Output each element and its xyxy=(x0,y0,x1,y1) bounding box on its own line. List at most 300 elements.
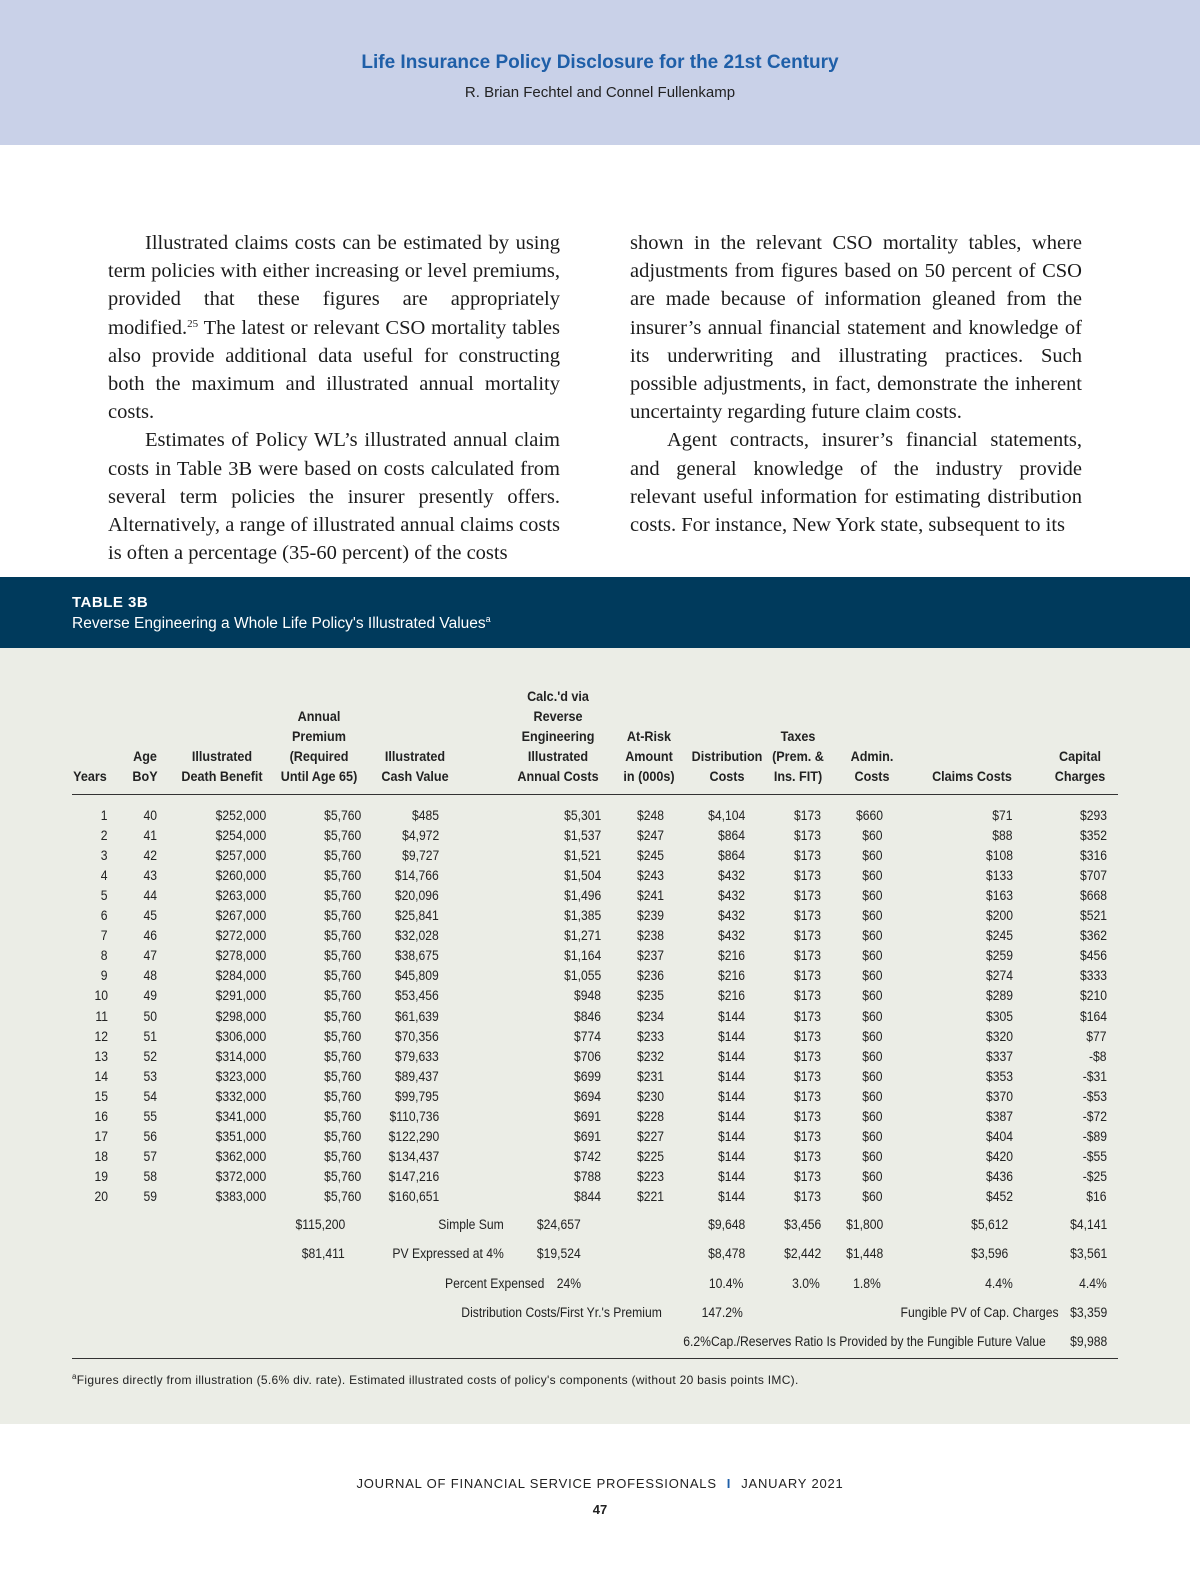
body-column-right xyxy=(630,229,1082,539)
table-cell: 44 xyxy=(143,888,157,904)
table-cell: -$25 xyxy=(1082,1168,1107,1184)
table-cell: $252,000 xyxy=(215,808,266,823)
table-cell: $173 xyxy=(793,1128,821,1144)
table-cell: $298,000 xyxy=(215,1008,266,1024)
summary-cell: $3,596 xyxy=(970,1246,1008,1261)
table-cell: $320 xyxy=(985,1028,1013,1044)
table-cell: $60 xyxy=(862,948,883,964)
table-cell: $5,760 xyxy=(323,1048,361,1064)
table-cell: $173 xyxy=(793,908,821,924)
table-cell: $200 xyxy=(985,908,1013,924)
table-cell: $238 xyxy=(636,928,664,944)
table-cell: 7 xyxy=(101,928,108,944)
table-header-cell: in (000s) xyxy=(623,768,675,784)
table-cell: $5,760 xyxy=(323,1128,361,1144)
page-footer xyxy=(0,1476,1200,1491)
table-cell: $144 xyxy=(717,1088,745,1104)
table-cell: $225 xyxy=(636,1148,664,1164)
table-cell: $844 xyxy=(573,1188,601,1204)
table-cell: $699 xyxy=(573,1068,601,1084)
summary-cell: $1,800 xyxy=(845,1217,883,1232)
summary-cell: 3.0% xyxy=(792,1276,820,1291)
table-cell: $60 xyxy=(862,1168,883,1184)
table-header-cell: Reverse xyxy=(533,708,583,724)
table-cell: $333 xyxy=(1079,968,1107,984)
table-cell: $362,000 xyxy=(215,1148,266,1164)
table-cell: $60 xyxy=(862,868,883,884)
summary-label: Simple Sum xyxy=(438,1217,504,1232)
table-cell: 5 xyxy=(101,888,108,904)
table-cell: $144 xyxy=(717,1168,745,1184)
table-cell: $122,290 xyxy=(388,1128,439,1144)
table-cell: $5,760 xyxy=(323,868,361,884)
table-cell: $362 xyxy=(1079,928,1107,944)
table-cell: 54 xyxy=(143,1088,157,1104)
table-label: TABLE 3B xyxy=(72,594,149,611)
summary-cell: 4.4% xyxy=(1079,1276,1107,1291)
table-cell: $14,766 xyxy=(395,868,439,884)
table-cell: $260,000 xyxy=(215,868,266,884)
table-cell: $432 xyxy=(717,888,745,904)
table-header-cell: Admin. xyxy=(850,748,894,764)
table-cell: $846 xyxy=(573,1008,601,1024)
table-cell: $60 xyxy=(862,968,883,984)
table-cell: $99,795 xyxy=(395,1088,439,1104)
table-cell: $32,028 xyxy=(395,928,439,944)
table-cell: 43 xyxy=(143,868,157,884)
table-cell: $144 xyxy=(717,1028,745,1044)
table-cell: $144 xyxy=(717,1008,745,1024)
table-cell: $234 xyxy=(636,1008,664,1024)
table-cell: $259 xyxy=(985,948,1013,964)
table-header-cell: At-Risk xyxy=(626,728,672,744)
summary-cell: $9,648 xyxy=(707,1217,745,1232)
table-cell: $89,437 xyxy=(395,1068,439,1084)
table-cell: $316 xyxy=(1079,848,1107,864)
table-cell: 40 xyxy=(143,808,157,823)
table-footnote: $^a$Figures directly from illustration (5.6% div. rate). Estimated illustrated costs of policy's components (without 20 basis points IMC). xyxy=(72,1372,799,1387)
table-cell: $60 xyxy=(862,888,883,904)
table-cell: $230 xyxy=(636,1088,664,1104)
summary-label: Fungible PV of Cap. Charges xyxy=(900,1305,1059,1320)
table-cell: $60 xyxy=(862,1128,883,1144)
table-cell: $387 xyxy=(985,1108,1013,1124)
table-header-cell: Claims Costs xyxy=(932,768,1012,784)
table-cell: 18 xyxy=(94,1148,108,1164)
table-rule xyxy=(72,794,1118,795)
table-cell: $173 xyxy=(793,808,821,823)
table-cell: 3 xyxy=(101,848,108,864)
table-cell: $314,000 xyxy=(215,1048,266,1064)
table-header-cell: Until Age 65) xyxy=(280,768,358,784)
table-cell: $144 xyxy=(717,1128,745,1144)
table-cell: $38,675 xyxy=(395,948,439,964)
table-cell: $235 xyxy=(636,988,664,1004)
table-cell: $4,972 xyxy=(401,828,439,844)
summary-cell: 147.2% xyxy=(701,1305,743,1320)
table-cell: $456 xyxy=(1079,948,1107,964)
table-cell: $284,000 xyxy=(215,968,266,984)
table-cell: 16 xyxy=(94,1108,108,1124)
table-cell: $228 xyxy=(636,1108,664,1124)
table-cell: $306,000 xyxy=(215,1028,266,1044)
summary-cell: $24,657 xyxy=(537,1217,581,1232)
summary-cell: $5,612 xyxy=(970,1217,1008,1232)
body-paragraph: Estimates of Policy WL’s illustrated annual claim costs in Table 3B were based on costs calculated from several term policies the insurer presently offers. Alternatively, a range of illustrated annual claims costs is often a percentage (35-60 percent) of the costs xyxy=(108,429,560,565)
table-cell: $60 xyxy=(862,1188,883,1204)
table-cell: $223 xyxy=(636,1168,664,1184)
table-cell: $60 xyxy=(862,1028,883,1044)
table-cell: $110,736 xyxy=(389,1108,439,1124)
footer-separator: I xyxy=(726,1476,732,1491)
table-cell: 55 xyxy=(143,1108,157,1124)
table-cell: $9,727 xyxy=(401,848,439,864)
table-cell: -$31 xyxy=(1082,1068,1107,1084)
table-cell: $5,760 xyxy=(323,968,361,984)
table-header-cell: Distribution xyxy=(691,748,763,764)
summary-cell: $9,988 xyxy=(1069,1334,1107,1349)
table-cell: $241 xyxy=(636,888,664,904)
table-cell: $5,760 xyxy=(323,948,361,964)
article-authors: R. Brian Fechtel and Connel Fullenkamp xyxy=(464,84,736,101)
table-cell: $5,760 xyxy=(323,1068,361,1084)
table-cell: $173 xyxy=(793,1168,821,1184)
table-cell: $227 xyxy=(636,1128,664,1144)
table-cell: $293 xyxy=(1079,808,1107,823)
table-cell: $247 xyxy=(636,828,664,844)
table-cell: $1,055 xyxy=(563,968,601,984)
table-cell: $668 xyxy=(1079,888,1107,904)
table-cell: $20,096 xyxy=(395,888,439,904)
table-cell: $1,496 xyxy=(563,888,601,904)
table-cell: $163 xyxy=(985,888,1013,904)
table-header-cell: Illustrated xyxy=(191,748,253,764)
summary-label: Percent Expensed xyxy=(444,1276,544,1291)
table-cell: 13 xyxy=(94,1048,108,1064)
table-cell: $5,760 xyxy=(323,1008,361,1024)
table-cell: 52 xyxy=(143,1048,157,1064)
table-header-cell: Engineering xyxy=(521,728,595,744)
table-cell: $173 xyxy=(793,948,821,964)
table-cell: $77 xyxy=(1086,1028,1107,1044)
table-cell: $60 xyxy=(862,908,883,924)
summary-label: PV Expressed at 4% xyxy=(392,1246,504,1261)
table-cell: $774 xyxy=(573,1028,601,1044)
table-cell: $706 xyxy=(573,1048,601,1064)
summary-cell: $3,561 xyxy=(1069,1246,1107,1261)
table-body xyxy=(0,648,1190,1424)
table-cell: $5,760 xyxy=(323,848,361,864)
table-cell: $278,000 xyxy=(215,948,266,964)
article-title: Life Insurance Policy Disclosure for the 21st Century xyxy=(361,52,839,73)
summary-cell: 10.4% xyxy=(708,1276,743,1291)
table-cell: $370 xyxy=(985,1088,1013,1104)
table-cell: $45,809 xyxy=(395,968,439,984)
table-cell: $173 xyxy=(793,868,821,884)
page-number: 47 xyxy=(592,1502,608,1517)
table-cell: $5,760 xyxy=(323,1088,361,1104)
table-cell: $60 xyxy=(862,828,883,844)
table-cell: $267,000 xyxy=(215,908,266,924)
summary-cell: $3,359 xyxy=(1069,1305,1107,1320)
table-header-cell: (Required xyxy=(289,748,349,764)
table-cell: $305 xyxy=(985,1008,1013,1024)
page-header xyxy=(0,0,1200,145)
table-header-cell: BoY xyxy=(132,768,158,784)
table-cell: $25,841 xyxy=(395,908,439,924)
table-cell: $5,760 xyxy=(323,808,361,823)
table-cell: $133 xyxy=(985,868,1013,884)
table-cell: $88 xyxy=(992,828,1013,844)
table-cell: $173 xyxy=(793,988,821,1004)
table-header-cell: Years xyxy=(73,768,107,784)
table-cell: 6 xyxy=(101,908,108,924)
table-cell: $404 xyxy=(985,1128,1013,1144)
table-cell: $70,356 xyxy=(395,1028,439,1044)
table-cell: $691 xyxy=(573,1108,601,1124)
table-cell: $233 xyxy=(636,1028,664,1044)
table-cell: $60 xyxy=(862,1148,883,1164)
table-header-cell: Annual Costs xyxy=(517,768,599,784)
table-cell: 19 xyxy=(94,1168,108,1184)
table-cell: $173 xyxy=(793,848,821,864)
table-cell: $108 xyxy=(985,848,1013,864)
table-cell: $353 xyxy=(985,1068,1013,1084)
table-cell: $173 xyxy=(793,1028,821,1044)
table-cell: $5,760 xyxy=(323,928,361,944)
table-rule xyxy=(72,1358,1118,1359)
table-cell: $521 xyxy=(1079,908,1107,924)
table-header-band xyxy=(0,577,1190,648)
table-cell: $160,651 xyxy=(388,1188,439,1204)
summary-cell: $115,200 xyxy=(295,1217,345,1232)
table-cell: $5,760 xyxy=(323,908,361,924)
table-cell: $248 xyxy=(636,808,664,823)
table-cell: $236 xyxy=(636,968,664,984)
table-cell: $691 xyxy=(573,1128,601,1144)
table-cell: $173 xyxy=(793,1148,821,1164)
table-cell: 41 xyxy=(143,828,157,844)
table-cell: 10 xyxy=(94,988,108,1004)
table-cell: $432 xyxy=(717,928,745,944)
table-cell: $432 xyxy=(717,868,745,884)
table-cell: $173 xyxy=(793,1008,821,1024)
table-cell: $5,301 xyxy=(563,808,601,823)
summary-cell: $1,448 xyxy=(845,1246,883,1261)
table-header-cell: Ins. FIT) xyxy=(773,768,823,784)
table-cell: 50 xyxy=(143,1008,157,1024)
table-cell: $436 xyxy=(985,1168,1013,1184)
summary-cell: $3,456 xyxy=(783,1217,821,1232)
table-cell: $254,000 xyxy=(215,828,266,844)
table-cell: $1,521 xyxy=(563,848,601,864)
table-cell: $263,000 xyxy=(215,888,266,904)
table-cell: $144 xyxy=(717,1068,745,1084)
summary-cell: $8,478 xyxy=(707,1246,745,1261)
table-cell: $144 xyxy=(717,1108,745,1124)
table-cell: $216 xyxy=(717,948,745,964)
table-cell: $352 xyxy=(1079,828,1107,844)
table-cell: 47 xyxy=(143,948,157,964)
table-cell: $216 xyxy=(717,988,745,1004)
table-cell: $337 xyxy=(985,1048,1013,1064)
table-cell: $147,216 xyxy=(388,1168,439,1184)
table-cell: 1 xyxy=(101,808,108,823)
table-cell: $71 xyxy=(992,808,1013,823)
table-cell: 12 xyxy=(94,1028,108,1044)
table-cell: $173 xyxy=(793,888,821,904)
table-cell: $60 xyxy=(862,1088,883,1104)
table-header-cell: Illustrated xyxy=(527,748,589,764)
table-cell: $5,760 xyxy=(323,1148,361,1164)
table-cell: $144 xyxy=(717,1148,745,1164)
table-cell: $60 xyxy=(862,988,883,1004)
table-cell: $173 xyxy=(793,968,821,984)
table-cell: $1,385 xyxy=(563,908,601,924)
table-cell: 58 xyxy=(143,1168,157,1184)
table-cell: 11 xyxy=(95,1008,108,1024)
table-header-cell: Calc.'d via xyxy=(527,688,589,704)
summary-cell: $4,141 xyxy=(1069,1217,1107,1232)
table-cell: -$55 xyxy=(1082,1148,1107,1164)
summary-cell: 4.4% xyxy=(985,1276,1013,1291)
table-cell: $61,639 xyxy=(395,1008,439,1024)
table-cell: $173 xyxy=(793,1068,821,1084)
summary-cell: $2,442 xyxy=(783,1246,821,1261)
table-header-cell: Capital xyxy=(1058,748,1102,764)
summary-cell: 24% xyxy=(556,1276,581,1291)
table-cell: $164 xyxy=(1079,1008,1107,1024)
table-cell: $243 xyxy=(636,868,664,884)
table-cell: -$89 xyxy=(1082,1128,1107,1144)
table-cell: $210 xyxy=(1079,988,1107,1004)
footnote-ref: 25 xyxy=(187,317,199,330)
table-cell: $221 xyxy=(636,1188,664,1204)
body-column-left xyxy=(108,229,560,567)
table-cell: $323,000 xyxy=(215,1068,266,1084)
table-cell: $948 xyxy=(573,988,601,1004)
table-cell: $372,000 xyxy=(215,1168,266,1184)
table-cell: $694 xyxy=(573,1088,601,1104)
table-cell: 20 xyxy=(94,1188,108,1204)
table-header-cell: Costs xyxy=(709,768,745,784)
table-cell: $274 xyxy=(985,968,1013,984)
table-cell: $291,000 xyxy=(215,988,266,1004)
table-cell: $864 xyxy=(717,848,745,864)
table-cell: 4 xyxy=(101,868,108,884)
table-cell: $420 xyxy=(985,1148,1013,1164)
table-cell: $173 xyxy=(793,1048,821,1064)
table-cell: 14 xyxy=(94,1068,108,1084)
table-cell: $173 xyxy=(793,928,821,944)
table-cell: 17 xyxy=(94,1128,108,1144)
table-cell: $660 xyxy=(855,808,883,823)
table-cell: $5,760 xyxy=(323,988,361,1004)
table-cell: $5,760 xyxy=(323,1108,361,1124)
body-paragraph: shown in the relevant CSO mortality tables, where adjustments from figures based on 50 percent of CSO are made because of information gleaned from the insurer’s annual financial statement and knowledge of its underwriting and illustrating practices. Such possible adjustments, in fact, demonstrate the inherent uncertainty regarding future claim costs. xyxy=(630,232,1082,424)
table-cell: $864 xyxy=(717,828,745,844)
table-cell: $1,537 xyxy=(563,828,601,844)
table-cell: 56 xyxy=(143,1128,157,1144)
table-cell: $231 xyxy=(636,1068,664,1084)
summary-label: Distribution Costs/First Yr.'s Premium xyxy=(461,1305,662,1320)
table-cell: $79,633 xyxy=(395,1048,439,1064)
table-cell: $60 xyxy=(862,1048,883,1064)
table-cell: -$8 xyxy=(1089,1048,1107,1064)
table-cell: $272,000 xyxy=(215,928,266,944)
table-cell: $1,504 xyxy=(563,868,601,884)
table-cell: $60 xyxy=(862,1108,883,1124)
table-cell: $173 xyxy=(793,1108,821,1124)
table-cell: 2 xyxy=(101,828,108,844)
table-cell: $173 xyxy=(793,1088,821,1104)
table-header-cell: Premium xyxy=(292,728,346,744)
table-cell: $53,456 xyxy=(395,988,439,1004)
table-cell: $134,437 xyxy=(388,1148,439,1164)
table-cell: $245 xyxy=(985,928,1013,944)
table-cell: $216 xyxy=(717,968,745,984)
table-header-cell: (Prem. & xyxy=(772,748,824,764)
table-cell: $485 xyxy=(411,808,439,823)
table-header-cell: Costs xyxy=(854,768,890,784)
table-header-cell: Cash Value xyxy=(381,768,449,784)
table-cell: $237 xyxy=(636,948,664,964)
table-cell: $4,104 xyxy=(707,808,745,823)
table-cell: $173 xyxy=(793,828,821,844)
table-cell: $1,271 xyxy=(563,928,601,944)
table-cell: $1,164 xyxy=(563,948,601,964)
table-cell: 8 xyxy=(101,948,108,964)
table-cell: $341,000 xyxy=(215,1108,266,1124)
table-header-cell: Annual xyxy=(297,708,341,724)
table-cell: 59 xyxy=(143,1188,157,1204)
body-paragraph: Agent contracts, insurer’s financial statements, and general knowledge of the industry provide relevant useful information for estimating distribution costs. For instance, New York state, subsequent to its xyxy=(630,429,1082,537)
table-cell: 51 xyxy=(143,1028,157,1044)
body-paragraph: Illustrated claims costs can be estimated by using term policies with either increasing or level premiums, provided that these figures are appropriately modified.$^{25}$ The latest or relevant CSO mortality tables also provide additional data useful for constructing both the maximum and illustrated annual mortality costs. xyxy=(108,232,560,424)
table-cell: 53 xyxy=(143,1068,157,1084)
table-cell: $173 xyxy=(793,1188,821,1204)
table-header-cell: Age xyxy=(133,748,157,764)
summary-cell: 1.8% xyxy=(853,1276,881,1291)
table-cell: $5,760 xyxy=(323,888,361,904)
table-cell: $60 xyxy=(862,848,883,864)
table-header-cell: Charges xyxy=(1054,768,1106,784)
summary-cell: $81,411 xyxy=(301,1246,345,1261)
table-cell: $60 xyxy=(862,928,883,944)
table-cell: 46 xyxy=(143,928,157,944)
table-cell: $332,000 xyxy=(215,1088,266,1104)
table-header-cell: Taxes xyxy=(780,728,816,744)
table-cell: $60 xyxy=(862,1008,883,1024)
table-header-cell: Illustrated xyxy=(384,748,446,764)
table-cell: $232 xyxy=(636,1048,664,1064)
table-cell: $742 xyxy=(573,1148,601,1164)
table-cell: $5,760 xyxy=(323,1188,361,1204)
table-caption: Reverse Engineering a Whole Life Policy's Illustrated Values$^a$ xyxy=(72,614,491,632)
table-cell: $5,760 xyxy=(323,828,361,844)
table-cell: $289 xyxy=(985,988,1013,1004)
table-cell: $16 xyxy=(1086,1188,1107,1204)
table-cell: 9 xyxy=(101,968,108,984)
table-header-cell: Death Benefit xyxy=(181,768,263,784)
table-cell: $351,000 xyxy=(215,1128,266,1144)
table-cell: $383,000 xyxy=(215,1188,266,1204)
table-cell: -$53 xyxy=(1082,1088,1107,1104)
summary-label: 6.2%Cap./Reserves Ratio Is Provided by the Fungible Future Value xyxy=(683,1334,1046,1349)
table-cell: $432 xyxy=(717,908,745,924)
table-cell: $257,000 xyxy=(215,848,266,864)
table-cell: 15 xyxy=(94,1088,108,1104)
